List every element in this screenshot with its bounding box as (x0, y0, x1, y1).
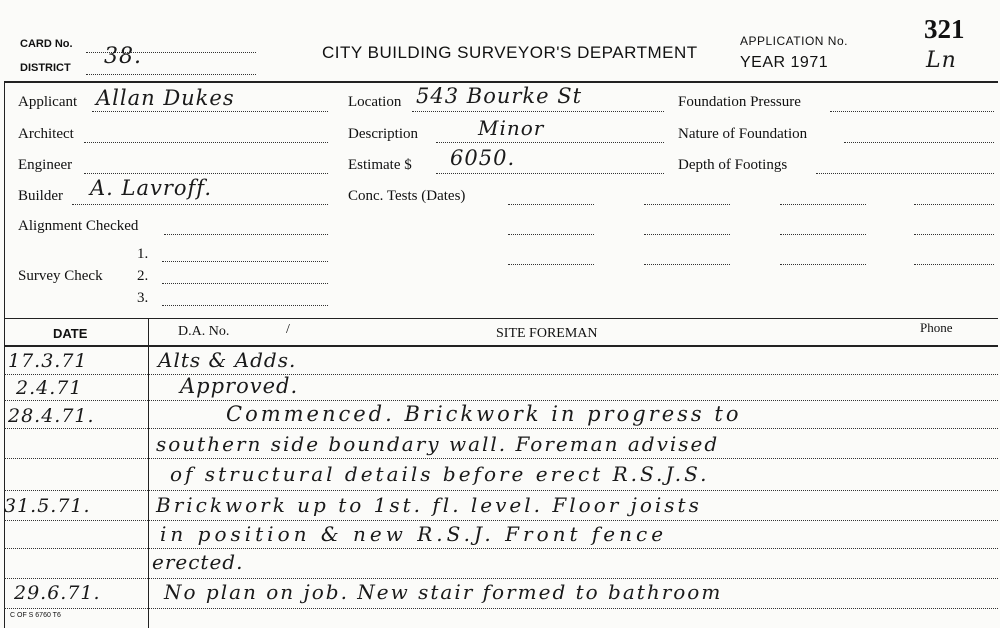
row-rule (4, 548, 998, 549)
row-rule (4, 374, 998, 375)
conc-line-7 (780, 234, 866, 235)
builder-label: Builder (18, 188, 63, 204)
description-value: Minor (478, 116, 545, 140)
header-rule (4, 81, 998, 83)
log-note: Alts & Adds. (158, 348, 297, 372)
conc-line-4 (914, 204, 994, 205)
log-note: Brickwork up to 1st. fl. level. Floor joists (156, 493, 702, 517)
description-line (436, 142, 664, 143)
log-note: No plan on job. New stair formed to bathroom (164, 580, 723, 604)
log-top-rule (4, 318, 998, 319)
district-line (86, 74, 256, 75)
applicant-value: Allan Dukes (96, 86, 235, 110)
location-line (412, 111, 664, 112)
survey-line-3 (162, 305, 328, 306)
alignment-label: Alignment Checked (18, 218, 139, 234)
estimate-value: 6050. (450, 146, 516, 170)
depth-footings-label: Depth of Footings (678, 157, 788, 173)
survey-line-2 (162, 283, 328, 284)
depth-footings-line (816, 173, 994, 174)
row-rule (4, 458, 998, 459)
log-note: erected. (152, 550, 244, 574)
location-value: 543 Bourke St (416, 84, 583, 108)
architect-label: Architect (18, 126, 74, 142)
survey-label: Survey Check (18, 268, 103, 284)
phone-header: Phone (920, 320, 953, 335)
form-code: C OF S 6760 T6 (10, 612, 61, 619)
conc-line-5 (508, 234, 594, 235)
foundation-pressure-label: Foundation Pressure (678, 94, 801, 110)
architect-line (84, 142, 328, 143)
log-note: of structural details before erect R.S.J.S. (170, 462, 710, 486)
estimate-label: Estimate $ (348, 157, 412, 173)
year-label: YEAR 1971 (740, 54, 829, 71)
log-date: 17.3.71 (8, 350, 88, 372)
builder-value: A. Lavroff. (90, 176, 212, 200)
department-title: CITY BUILDING SURVEYOR'S DEPARTMENT (322, 43, 698, 62)
log-note: southern side boundary wall. Foreman advised (156, 432, 720, 456)
log-note: Approved. (180, 374, 299, 398)
conc-tests-label: Conc. Tests (Dates) (348, 188, 466, 204)
log-date-divider (148, 318, 149, 628)
log-date: 28.4.71. (8, 405, 95, 427)
foundation-pressure-line (830, 111, 994, 112)
row-rule (4, 520, 998, 521)
application-no-label: APPLICATION No. (740, 34, 848, 48)
conc-line-8 (914, 234, 994, 235)
estimate-line (436, 173, 664, 174)
log-note: Commenced. Brickwork in progress to (226, 402, 742, 426)
row-rule (4, 578, 998, 579)
applicant-line (92, 111, 328, 112)
conc-line-3 (780, 204, 866, 205)
engineer-label: Engineer (18, 157, 73, 173)
builder-line (72, 204, 328, 205)
survey-num-2: 2. (137, 268, 149, 284)
log-date: 2.4.71 (16, 377, 83, 399)
description-label: Description (348, 126, 418, 142)
conc-line-6 (644, 234, 730, 235)
district-label: DISTRICT (20, 62, 71, 74)
conc-line-2 (644, 204, 730, 205)
left-border (4, 81, 5, 628)
da-no-header: D.A. No. (178, 324, 230, 339)
nature-foundation-line (844, 142, 994, 143)
conc-line-10 (644, 264, 730, 265)
conc-line-1 (508, 204, 594, 205)
district-value: 38. (104, 44, 142, 69)
survey-line-1 (162, 261, 328, 262)
application-no-value: 321 (924, 14, 965, 44)
row-rule (4, 400, 998, 401)
row-rule (4, 428, 998, 429)
row-rule (4, 490, 998, 491)
row-rule (4, 608, 998, 609)
conc-line-9 (508, 264, 594, 265)
applicant-label: Applicant (18, 94, 78, 110)
location-label: Location (348, 94, 402, 110)
log-note: in position & new R.S.J. Front fence (160, 522, 668, 546)
nature-foundation-label: Nature of Foundation (678, 126, 808, 142)
card-no-label: CARD No. (20, 38, 73, 50)
da-slash: / (286, 322, 290, 337)
survey-num-3: 3. (137, 290, 149, 306)
site-foreman-header: SITE FOREMAN (496, 326, 598, 341)
log-date: 29.6.71. (14, 582, 101, 604)
survey-num-1: 1. (137, 246, 149, 262)
log-date: 31.5.71. (4, 495, 91, 517)
date-header: DATE (53, 326, 88, 341)
conc-line-11 (780, 264, 866, 265)
log-header-rule (4, 345, 998, 347)
alignment-line (164, 234, 328, 235)
engineer-line (84, 173, 328, 174)
conc-line-12 (914, 264, 994, 265)
year-mark: Ln (926, 48, 957, 73)
